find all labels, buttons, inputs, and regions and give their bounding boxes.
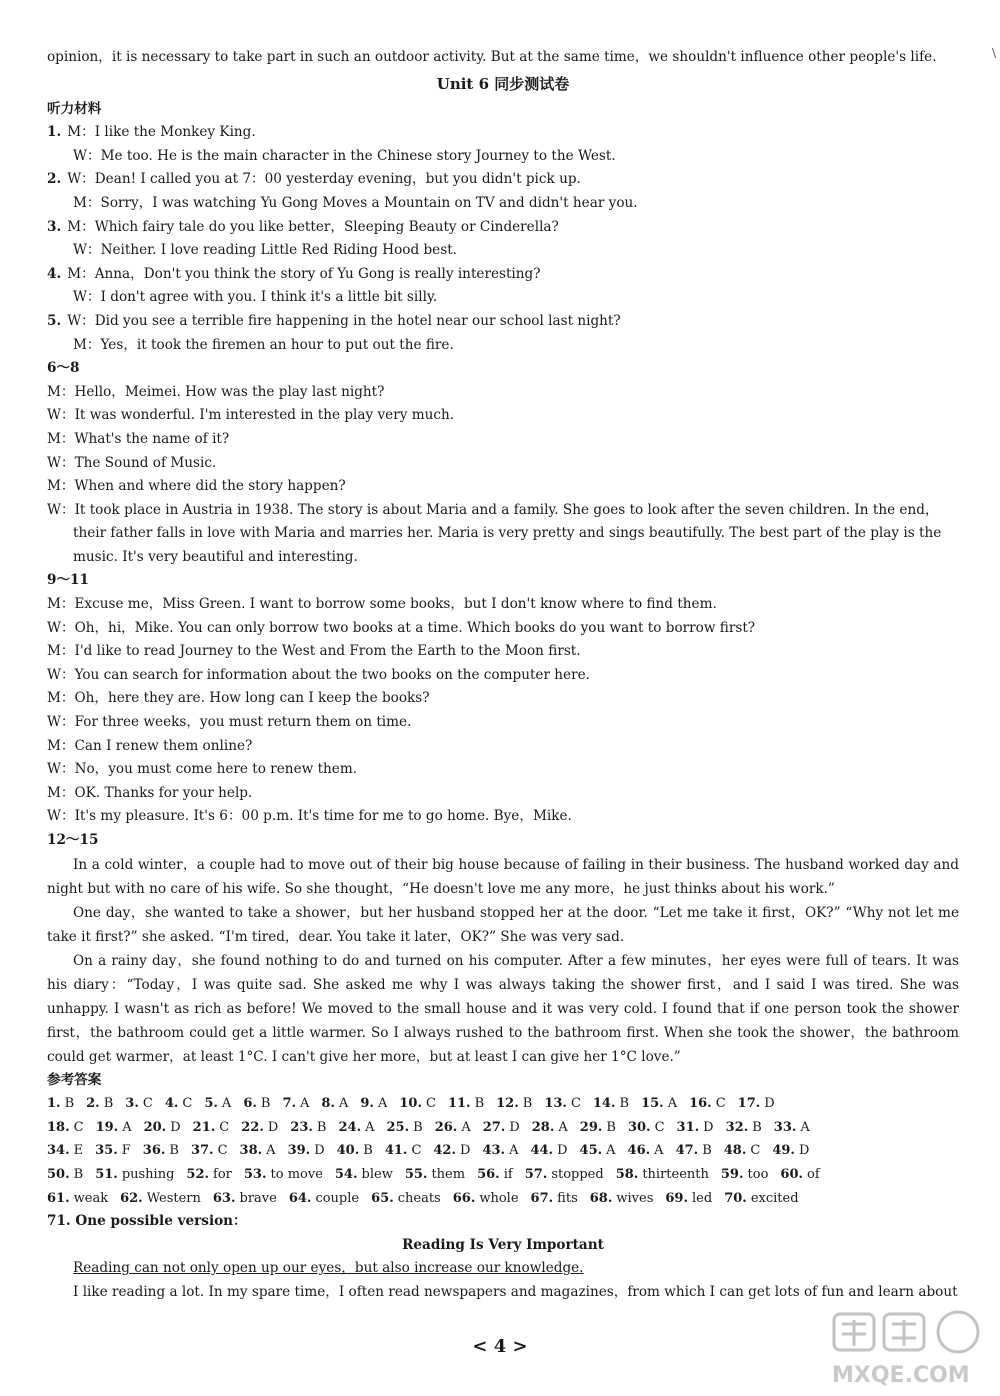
answer-row	[47, 1163, 959, 1187]
dialogue-text: W：Neither. I love reading Little Red Riding Hood best.	[73, 242, 457, 259]
answer-value: D	[557, 1143, 568, 1159]
answer-value: C	[750, 1143, 761, 1159]
essay-second-line: I like reading a lot. In my spare time，I often read newspapers and magazines，from which I can get lots of fun and learn about	[73, 1283, 958, 1300]
answer-value: wives	[616, 1190, 654, 1206]
answer-number: 29.	[579, 1119, 603, 1135]
dialogue-line: W：Oh，hi，Mike. You can only borrow two books at a time. Which books do you want to borrow first?	[47, 619, 756, 636]
answer-number: 8.	[321, 1096, 335, 1112]
answer-number: 5.	[204, 1096, 218, 1112]
dialogue-text: W：Me too. He is the main character in the Chinese story Journey to the West.	[73, 147, 616, 164]
section-9-11-label: 9～11	[47, 572, 89, 589]
answer-value: C	[73, 1119, 84, 1135]
unit-title: Unit 6 同步测试卷	[436, 74, 570, 93]
answer-value: F	[121, 1143, 131, 1159]
answer-number: 35.	[95, 1143, 118, 1159]
answer-number: 39.	[287, 1143, 311, 1159]
dialogue-line	[47, 286, 959, 310]
answer-number: 15.	[641, 1096, 664, 1112]
answer-row	[47, 1116, 959, 1140]
dialogue-line: W：For three weeks，you must return them on time.	[47, 714, 412, 731]
dialogue-text: W：Did you see a terrible fire happening in the hotel near our school last night?	[67, 312, 621, 329]
essay-first-line: Reading can not only open up our eyes，but also increase our knowledge.	[73, 1260, 584, 1277]
answer-value: B	[619, 1096, 630, 1112]
answer-value: Western	[146, 1190, 201, 1206]
answer-row	[47, 1139, 959, 1163]
answer-number: 34.	[47, 1143, 70, 1159]
answer-value: C	[411, 1143, 422, 1159]
answer-value: couple	[315, 1190, 360, 1206]
dialogue-text: M：Yes，it took the firemen an hour to put out the fire.	[73, 336, 454, 353]
section-9-11	[47, 593, 959, 829]
answer-number: 47.	[675, 1143, 699, 1159]
answer-value: C	[570, 1096, 581, 1112]
answer-value: to move	[270, 1166, 323, 1182]
dialogue-line	[47, 121, 959, 145]
dialogue-text: M：I like the Monkey King.	[67, 124, 256, 141]
answer-value: B	[169, 1143, 179, 1159]
answers-heading: 参考答案	[47, 1071, 102, 1088]
answer-number: 23.	[290, 1119, 313, 1135]
answer-number: 27.	[482, 1119, 506, 1135]
answer-number: 1.	[47, 1096, 61, 1112]
answer-number: 22.	[241, 1119, 264, 1135]
dialogue-line: M：Hello，Meimei. How was the play last night?	[47, 383, 385, 400]
answer-value: fits	[557, 1190, 578, 1206]
answer-number: 55.	[404, 1166, 428, 1182]
dialogue-line: music. It's very beautiful and interesting.	[73, 548, 358, 565]
answer-number: 48.	[723, 1143, 747, 1159]
answer-value: A	[461, 1119, 471, 1135]
page-number: < 4 >	[472, 1336, 528, 1357]
answer-value: cheats	[397, 1190, 441, 1206]
answer-number: 68.	[589, 1190, 613, 1206]
answer-number: 24.	[338, 1119, 362, 1135]
section-12-15-label: 12～15	[47, 832, 99, 848]
answer-number: 60.	[780, 1166, 804, 1182]
section-6-8	[47, 381, 959, 570]
dialogue-line: W：It took place in Austria in 1938. The story is about Maria and a family. She goes to look after the seven children. In the end，	[47, 501, 939, 518]
dialogue-line: M：OK. Thanks for your help.	[47, 784, 253, 801]
answer-value: weak	[73, 1190, 109, 1206]
question-number: 3.	[47, 218, 62, 235]
question-number: 4.	[47, 265, 62, 282]
answer-value: B	[474, 1096, 485, 1112]
dialogue-line	[47, 145, 959, 169]
answer-number: 69.	[665, 1190, 688, 1206]
answer-number: 36.	[142, 1143, 166, 1159]
answer-number: 64.	[288, 1190, 312, 1206]
answer-number: 45.	[579, 1143, 603, 1159]
question-number: 1.	[47, 124, 62, 141]
answer-value: A	[122, 1119, 132, 1135]
answer-number: 18.	[47, 1119, 70, 1135]
answer-value: B	[363, 1143, 373, 1159]
watermark-url: MXQE.COM	[832, 1363, 970, 1388]
passage-paragraph: In a cold winter，a couple had to move out of their big house because of failing in their business. The husband worked day and night but with no care of his wife. So she thought，“He doesn't love me any more，he just thinks about his work.”	[47, 856, 959, 897]
answer-number: 53.	[243, 1166, 267, 1182]
answer-value: D	[764, 1096, 775, 1112]
dialogue-line: W：No，you must come here to renew them.	[47, 761, 358, 778]
dialogue-line	[47, 239, 959, 263]
answer-number: 16.	[689, 1096, 712, 1112]
answer-number: 6.	[243, 1096, 257, 1112]
dialogue-line: W：You can search for information about the two books on the computer here.	[47, 666, 590, 683]
answer-number: 7.	[282, 1096, 297, 1112]
answer-number: 50.	[47, 1166, 70, 1182]
answer-number: 19.	[95, 1119, 119, 1135]
dialogue-line	[47, 192, 959, 216]
dialogues-section	[47, 121, 959, 357]
answer-number: 11.	[447, 1096, 471, 1112]
answer-value: blew	[361, 1166, 393, 1182]
answer-number: 3.	[125, 1096, 139, 1112]
answer-value: B	[73, 1166, 84, 1182]
dialogue-line: M：Excuse me，Miss Green. I want to borrow some books，but I don't know where to find them.	[47, 596, 717, 613]
answer-number: 12.	[496, 1096, 519, 1112]
answer-number: 65.	[371, 1190, 394, 1206]
answer-row	[47, 1187, 959, 1211]
answer-value: pushing	[121, 1166, 175, 1182]
answer-number: 44.	[530, 1143, 554, 1159]
section-6-8-label: 6～8	[47, 360, 80, 377]
answer-number: 9.	[360, 1096, 374, 1112]
answer-number: 14.	[592, 1096, 616, 1112]
answer-row	[47, 1092, 959, 1116]
corner-mark: \	[991, 46, 996, 60]
answer-value: A	[300, 1096, 310, 1112]
answer-number: 46.	[627, 1143, 651, 1159]
answer-number: 20.	[143, 1119, 167, 1135]
dialogue-line	[47, 168, 959, 192]
answer-value: C	[142, 1096, 153, 1112]
dialogue-line	[47, 334, 959, 358]
passage-paragraph: On a rainy day，she found nothing to do and turned on his computer. After a few minutes，her eyes were full of tears. It was his diary：“Today，I was quite sad. She asked me why I was always taking the shower first，and I said I was tired. She was unhappy. I wasn't as rich as before! We moved to the small house and it was very cold. I found that if one person took the shower first，the bathroom could get a little warmer. So I always rushed to the bathroom first. When she took the shower，the bathroom could get warmer，at least 1°C. I can't give her more，but at least I can give her 1°C love.”	[47, 952, 959, 1065]
answer-value: A	[667, 1096, 678, 1112]
dialogue-line: M：Can I renew them online?	[47, 737, 253, 754]
answer-value: C	[715, 1096, 726, 1112]
question-number: 2.	[47, 171, 62, 188]
top-line: opinion，it is necessary to take part in such an outdoor activity. But at the same time，we shouldn't influence other people's life.	[47, 49, 937, 65]
answer-number: 52.	[186, 1166, 210, 1182]
answer-value: stopped	[551, 1166, 604, 1182]
answer-value: A	[339, 1096, 349, 1112]
answer-number: 10.	[399, 1096, 422, 1112]
answer-number: 17.	[737, 1096, 761, 1112]
answers-block	[47, 1092, 959, 1210]
dialogue-line: M：I'd like to read Journey to the West and From the Earth to the Moon first.	[47, 643, 581, 660]
answer-value: brave	[239, 1190, 277, 1206]
answer-value: whole	[479, 1190, 519, 1206]
answer-value: B	[316, 1119, 327, 1135]
answer-value: for	[213, 1166, 232, 1182]
answer-value: A	[509, 1143, 519, 1159]
answer-value: thirteenth	[642, 1166, 709, 1182]
dialogue-text: M：Which fairy tale do you like better，Sleeping Beauty or Cinderella?	[67, 218, 559, 235]
answer-number: 13.	[544, 1096, 567, 1112]
answer-number: 63.	[212, 1190, 236, 1206]
passage-paragraph: One day，she wanted to take a shower，but her husband stopped her at the door. “Let me take it first，OK?” “Why not let me take it first?” she asked. “I'm tired，dear. You take it later，OK?” She was very sad.	[47, 904, 959, 945]
answer-number: 43.	[482, 1143, 506, 1159]
answer-value: A	[266, 1143, 276, 1159]
answer-value: B	[103, 1096, 114, 1112]
answer-value: led	[692, 1190, 713, 1206]
answer-number: 26.	[434, 1119, 458, 1135]
q71-label: 71. One possible version：	[47, 1213, 247, 1230]
answer-value: B	[606, 1119, 616, 1135]
answer-number: 21.	[192, 1119, 216, 1135]
answer-value: D	[509, 1119, 520, 1135]
answer-value: D	[267, 1119, 279, 1135]
answer-number: 62.	[120, 1190, 143, 1206]
answer-number: 51.	[95, 1166, 118, 1182]
answer-value: if	[503, 1166, 513, 1182]
answer-number: 25.	[386, 1119, 410, 1135]
answer-value: B	[413, 1119, 423, 1135]
answer-value: B	[64, 1096, 75, 1112]
answer-number: 67.	[530, 1190, 554, 1206]
answer-value: B	[702, 1143, 712, 1159]
dialogue-line: M：When and where did the story happen?	[47, 478, 346, 495]
dialogue-line: W：It's my pleasure. It's 6：00 p.m. It's time for me to go home. Bye，Mike.	[47, 808, 572, 825]
dialogue-line: W：It was wonderful. I'm interested in the play very much.	[47, 407, 455, 424]
dialogue-text: M：Sorry，I was watching Yu Gong Moves a Mountain on TV and didn't hear you.	[73, 194, 638, 211]
dialogue-text: W：Dean! I called you at 7：00 yesterday evening，but you didn't pick up.	[67, 171, 581, 188]
answer-value: D	[170, 1119, 181, 1135]
answer-number: 54.	[334, 1166, 358, 1182]
dialogue-line	[47, 216, 959, 240]
answer-value: D	[460, 1143, 471, 1159]
answer-number: 30.	[627, 1119, 651, 1135]
answer-number: 61.	[47, 1190, 70, 1206]
answer-value: A	[221, 1096, 232, 1112]
dialogue-text: W：I don't agree with you. I think it's a little bit silly.	[73, 289, 438, 306]
answer-number: 32.	[725, 1119, 749, 1135]
answer-number: 33.	[773, 1119, 797, 1135]
answer-value: A	[654, 1143, 664, 1159]
dialogue-line: W：The Sound of Music.	[47, 454, 217, 471]
answer-number: 58.	[615, 1166, 639, 1182]
answer-number: 4.	[164, 1096, 179, 1112]
answer-value: too	[747, 1166, 769, 1182]
answer-value: A	[606, 1143, 616, 1159]
answer-value: D	[703, 1119, 714, 1135]
dialogue-line: their father falls in love with Maria and marries her. Maria is very pretty and sings beautifully. The best part of the play is the	[73, 525, 942, 542]
answer-value: B	[260, 1096, 271, 1112]
answer-number: 70.	[724, 1190, 747, 1206]
listening-heading: 听力材料	[47, 100, 102, 117]
answer-number: 41.	[384, 1143, 408, 1159]
answer-number: 56.	[477, 1166, 500, 1182]
essay-title: Reading Is Very Important	[402, 1236, 604, 1253]
answer-number: 37.	[190, 1143, 214, 1159]
answer-value: C	[425, 1096, 436, 1112]
answer-number: 28.	[531, 1119, 555, 1135]
answer-value: B	[752, 1119, 762, 1135]
answer-value: D	[314, 1143, 325, 1159]
dialogue-line: M：Oh，here they are. How long can I keep the books?	[47, 690, 430, 707]
dialogue-line: M：What's the name of it?	[47, 430, 230, 447]
answer-value: D	[798, 1143, 810, 1159]
answer-value: E	[73, 1143, 84, 1159]
answer-value: A	[365, 1119, 375, 1135]
answer-number: 31.	[676, 1119, 700, 1135]
document-page	[47, 46, 959, 1305]
answer-value: A	[377, 1096, 388, 1112]
answer-value: C	[654, 1119, 665, 1135]
answer-value: A	[558, 1119, 568, 1135]
question-number: 5.	[47, 312, 62, 329]
answer-value: of	[807, 1166, 820, 1182]
watermark-logo	[824, 1308, 994, 1390]
answer-number: 42.	[433, 1143, 457, 1159]
answer-value: them	[431, 1166, 466, 1182]
answer-number: 40.	[336, 1143, 360, 1159]
answer-number: 49.	[772, 1143, 795, 1159]
answer-number: 2.	[86, 1096, 100, 1112]
answer-value: C	[219, 1119, 230, 1135]
answer-value: C	[217, 1143, 228, 1159]
dialogue-text: M：Anna，Don't you think the story of Yu Gong is really interesting?	[67, 265, 541, 282]
answer-value: B	[522, 1096, 533, 1112]
answer-number: 57.	[524, 1166, 548, 1182]
answer-value: excited	[750, 1190, 799, 1206]
answer-number: 66.	[452, 1190, 476, 1206]
answer-value: A	[800, 1119, 810, 1135]
section-12-15	[47, 853, 959, 1069]
dialogue-line	[47, 263, 959, 287]
answer-value: C	[182, 1096, 193, 1112]
answer-number: 38.	[239, 1143, 263, 1159]
dialogue-line	[47, 310, 959, 334]
answer-number: 59.	[720, 1166, 744, 1182]
